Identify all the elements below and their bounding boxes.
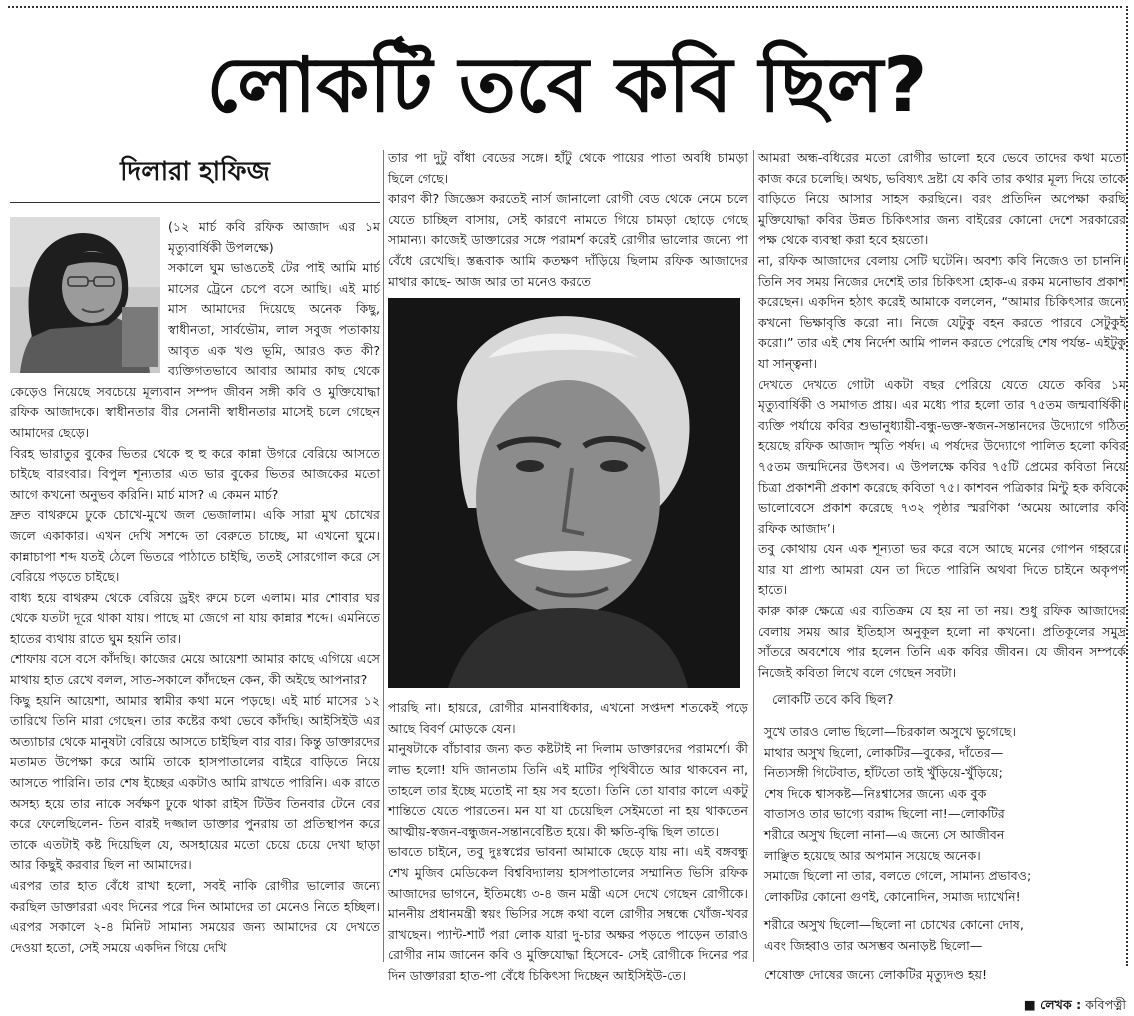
poem-line: শরীরে অসুখ ছিলো নানা—এ জন্যে সে আজীবন xyxy=(764,827,1005,842)
poem-stanza-2 xyxy=(764,915,1126,956)
article-paragraph: মানুষটাকে বাঁচাবার জন্য কত কষ্টটাই না দিলাম ডাক্তারদের পরামর্শে। কী লাভ হলো! যদি জানতাম তিনি এই মাটির পৃথিবীতে আর থাকবেন না, তাহলে তার ইচ্ছে মতোই না হয় সব হতো। তিনি তো যাবার কালে একটু শান্তিতে যেতে পারতেন। মন যা যা চেয়েছিল সেইমতো না হয় থাকতেন আত্মীয়-স্বজন-বন্ধুজন-সন্তানবেষ্টিত হয়ে। কী ক্ষতি-বৃদ্ধি ছিল তাতে। xyxy=(388,741,748,839)
poem-stanza-1 xyxy=(764,722,1126,907)
poem-line: লোকটির কোনো গুণই, কোনোদিন, সমাজ দ্যাখেনি! xyxy=(764,888,1021,904)
article-paragraph: পারছি না। হায়রে, রোগীর মানবাধিকার, এখনো সপ্তদশ শতকেই পড়ে আছে বিবর্ণ মোড়কে যেন। xyxy=(388,700,748,736)
poet-photo xyxy=(388,298,740,688)
article-paragraph: কিছু হয়নি আয়েশা, আমার স্বামীর কথা মনে পড়ছে। এই মার্চ মাসের ১২ তারিখে তিনি মারা গেছেন। তার কষ্টের কথা ভেবে কাঁদছি। আইসিইউ এর অত্যাচার থেকে মানুষটা বেরিয়ে আসতে চাইছিল বার বার। কিন্তু ডাক্তারদের মতামত উপেক্ষা করে আমি তাকে হাসপাতালের বাইরে বাড়িতে নিয়ে আসতে পারিনি। তার শেষ ইচ্ছের একটাও আমি রাখতে পারিনি। এক রাতে অসহ্য হয়ে তার নাকে সর্বক্ষণ ঢুকে থাকা রাইস টিউব তিনবার টেনে বের করে ফেলেছিলেন- তিন বারই দজ্জাল ডাক্তার পুনরায় তা প্রতিস্থাপন করে তাকে এতটাই কষ্ট দিয়েছিল যে, অসহায়ের মতো চেয়ে চেয়ে দেখা ছাড়া আর কিছুই করবার ছিল না আমাদের। xyxy=(10,692,380,873)
headline: লোকটি তবে কবি ছিল? xyxy=(206,40,928,129)
poem-line: শরীরে অসুখ ছিলো—ছিলো না চোখের কোনো দোষ, xyxy=(764,917,1024,933)
article-paragraph: শোফায় বসে বসে কাঁদছি। কাজের মেয়ে আয়েশা আমার কাছে এগিয়ে এসে মাথায় হাত রেখে বলল, সাত-সকালে কাঁদছেন কেন, কী অইছে আপনার? xyxy=(10,651,380,688)
poem-title: লোকটি তবে কবি ছিল? xyxy=(772,693,894,709)
article-paragraph: না, রফিক আজাদের বেলায় সেটি ঘটেনি। অবশ্য কবি নিজেও তা চাননি। তিনি সব সময় নিজের দেশেই তার চিকিৎসা হোক-এ রকম মনোভাব প্রকাশ করেছেন। একদিন হঠাৎ করেই আমাকে বললেন, “আমার চিকিৎসার জন্যে কখনো ভিক্ষাবৃত্তি করো না। নিজে যেটুকু বহন করতে পারবে সেটুকুই করো।” তার এই শেষ নির্দেশ আমি পালন করতে পেরেছি শেষ পর্যন্ত- এইটুকু যা সান্ত্বনা। xyxy=(758,252,1126,371)
article-paragraph: ভাবতে চাইনে, তবু দুঃস্বপ্নের ভাবনা আমাকে ছেড়ে যায় না। এই বঙ্গবন্ধু শেখ মুজিব মেডিকেল বিশ্ববিদ্যালয় হাসপাতালের সম্মানিত ভিসি রফিক আজাদের ভাগনে, ইতিমধ্যে ৩-৪ জন মন্ত্রী এসে দেখে গেছেন রোগীকে। মাননীয় প্রধানমন্ত্রী স্বয়ং ভিসির সঙ্গে কথা বলে রোগীর সম্বন্ধে খোঁজ-খবর রাখছেন। প্যান্ট-শার্ট পরা লোক যারা দু-চার অক্ষর পড়তে পাড়েন তারাও রোগীর নাম জানেন কবি ও মুক্তিযোদ্ধা হিসেবে- সেই রোগীকে দিনের পর দিন ডাক্তাররা হাত-পা বেঁধে চিকিৎসা দিচ্ছেন আইসিইউ-তে। xyxy=(388,844,748,983)
poem-line: শেষোক্ত দোষের জন্যে লোকটির মৃত্যুদণ্ড হয়! xyxy=(764,966,988,982)
article-paragraph: বাধ্য হয়ে বাথরুম থেকে বেরিয়ে ড্রইং রুমে চলে এলাম। মার শোবার ঘর থেকে যতটা দূরে থাকা যায়। পাছে মা জেগে না যায় কান্নার শব্দে। এমনিতে হাতের ব্যথায় রাতে ঘুম হয়নি তার। xyxy=(10,589,380,646)
signature-label: ■ লেখক : xyxy=(1023,997,1082,1013)
poem-line: সমাজে ছিলো না তার, বলতে গেলে, সামান্য প্রভাবও; xyxy=(764,868,1032,884)
article-paragraph: আমরা অন্ধ-বধিরের মতো রোগীর ভালো হবে ভেবে তাদের কথা মতো কাজ করে চলেছি। অথচ, ভবিষ্যৎ দ্রষ্টা যে কবি তার কথার মূল্য দিয়ে তাকে বাড়িতে নিয়ে আসার সাহস করছিনে। বরং প্রতিদিন অপেক্ষা করছি মুক্তিযোদ্ধা কবির উন্নত চিকিৎসার জন্য বাইরের কোনো দেশে সরকারের পক্ষ থেকে ব্যবস্থা করা হবে হয়তো। xyxy=(758,150,1126,248)
poem-line: সুখে তারও লোভ ছিলো—চিরকাল অসুখে ভুগেছে। xyxy=(764,724,1017,740)
article-paragraph: কারণ কী? জিজ্ঞেস করতেই নার্স জানালো রোগী বেড থেকে নেমে চলে যেতে চাচ্ছিল বাসায়, সেই কারণে নামতে গিয়ে চামড়া ছোড়ে গেছে সামান্য। কাজেই ডাক্তারের সঙ্গে পরামর্শ করেই রোগীর ভালোর জন্যে পা বেঁধে রেখেছি। স্তব্ধবাক আমি কতক্ষণ দাঁড়িয়ে ছিলাম রফিক আজাদের মাথার কাছে- আজ আর তা মনেও করতে xyxy=(388,191,748,289)
article-paragraph: এরপর তার হাত বেঁধে রাখা হলো, সবই নাকি রোগীর ভালোর জন্যে করছিল ডাক্তাররা এবং দিনের পরে দিন আমাদের তা মেনেও নিতে হচ্ছিল। এরপর সকালে ২-৪ মিনিট সামান্য সময়ের জন্য আমাদের যে দেখতে দেওয়া হতো, সেই সময়ে একদিন গিয়ে দেখি xyxy=(10,878,380,955)
signature-value: কবিপত্নী xyxy=(1085,997,1126,1013)
article-paragraph: কারু কারু ক্ষেত্রে এর ব্যতিক্রম যে হয় না তা নয়। শুধু রফিক আজাদের বেলায় সময় আর ইতিহাস অনুকূল হলো না কখনো। প্রতিকূলের সমুদ্র সাঁতরে অবশেষে পার হলেন তিনি এক কবির জীবন। যে জীবন সম্পর্কে নিজেই কবিতা লিখে বলে গেছেন সবটা। xyxy=(758,603,1126,680)
dotted-border-right xyxy=(1126,6,1128,966)
author-rule xyxy=(10,202,380,203)
poem xyxy=(758,722,1126,985)
article-column-1 xyxy=(10,148,380,970)
article-paragraph: দ্রুত বাথরুমে ঢুকে চোখে-মুখে জল ভেজালাম। একি সারা মুখ চোখের জলে একাকার। এখন দেখি সশব্দে তা বেরুতে চাচ্ছে, মা এখনো ঘুমে। কান্নাচাপা শব্দ যতই ঠেলে ভিতরে পাঠাতে চাইছি, ততই সোরগোল করে সে বেরিয়ে পড়তে চাইছে। xyxy=(10,507,380,585)
poem-line: বাতাসও তার ভাগ্যে বরাদ্দ ছিলো না!—লোকটির xyxy=(764,806,1005,822)
poem-line: শেষ দিকে শ্বাসকষ্ট—নিঃশ্বাসের জন্যে এক বুক xyxy=(764,785,987,801)
portrait-image xyxy=(10,217,160,373)
column-divider xyxy=(383,150,384,962)
author-signature xyxy=(758,995,1126,1016)
article-paragraph: দেখতে দেখতে গোটা একটা বছর পেরিয়ে যেতে যেতে কবির ১ম মৃত্যুবার্ষিকী ও সমাগত প্রায়। এর মধ্যে পার হলো তার ৭৫তম জন্মবার্ষিকী। ব্যক্তি পর্যায়ে কবির শুভানুধ্যায়ী-বন্ধু-ভক্ত-স্বজন-সন্তানদের উদ্যোগে গঠিত হয়েছে রফিক আজাদ স্মৃতি পর্ষদ। এ পর্ষদের উদ্যোগে পালিত হলো কবির ৭৫তম জন্মদিনের উৎসব। এ উপলক্ষে কবির ৭৫টি প্রেমের কবিতা নিয়ে চিত্রা প্রকাশনী প্রকাশ করেছে কবিতা ৭৫। কাশবন পত্রিকার মিন্টু হক কবিকে ভালোবেসে প্রকাশ করেছে ৭৩২ পৃষ্ঠার স্মরণিকা ‘অমেয় আলোর কবি রফিক আজাদ’। xyxy=(758,376,1126,536)
article-column-2 xyxy=(388,148,748,983)
author-portrait xyxy=(10,217,160,373)
poem-line: এবং জিহ্বাও তার অসম্ভব অনাড়ষ্ট ছিলো— xyxy=(764,937,983,953)
article-paragraph: সকালে ঘুম ভাঙতেই টের পাই আমি মার্চ মাসের ট্রেনে চেপে বসে আছি। এই মার্চ মাস আমাদের দিয়েছে অনেক কিছু, স্বাধীনতা, সার্বভৌম, লাল সবুজ পতাকায় আবৃত এক খণ্ড ভূমি, আরও কত কী? ব্যক্তিগতভাবে আবার আমার কাছ থেকে কেড়েও নিয়েছে সবচেয়ে মূল্যবান সম্পদ জীবন সঙ্গী কবি ও মুক্তিযোদ্ধা রফিক আজাদকে। স্বাধীনতার বীর সেনানী স্বাধীনতার মাসেই চলে গেছেন আমাদের ছেড়ে। xyxy=(10,260,380,440)
column-divider xyxy=(753,150,754,962)
article-column-3 xyxy=(758,148,1126,1013)
poem-line: নিত্যসঙ্গী গিটেবাত, হাঁটতো তাই খুঁড়িয়ে-খুঁড়িয়ে; xyxy=(764,765,1003,781)
poem-line: মাথার অসুখ ছিলো, লোকটির—বুকের, দাঁতের— xyxy=(764,744,1004,760)
article-paragraph: তার পা দুটু বাঁধা বেডের সঙ্গে। হাঁটু থেকে পায়ের পাতা অবধি চামড়া ছিলে গেছে। xyxy=(388,150,748,186)
article-caption: (১২ মার্চ কবি রফিক আজাদ এর ১ম মৃত্যুবার্ষিকী উপলক্ষে) xyxy=(168,219,380,255)
poem-stanza-3 xyxy=(764,965,1126,986)
dotted-border-top xyxy=(8,6,1122,8)
article-paragraph: তবু কোথায় যেন এক শূন্যতা ভর করে বসে আছে মনের গোপন গহ্বরে। যার যা প্রাপ্য আমরা যেন তা দিতে পারিনি অথবা দিতে চাইনে অকৃপণ হাতে। xyxy=(758,541,1126,598)
poem-line: লাঞ্ছিত হয়েছে আর অপমান সয়েছে অনেক। xyxy=(764,847,981,863)
author-name: দিলারা হাফিজ xyxy=(120,157,270,187)
poet-portrait-image xyxy=(388,298,740,688)
article-paragraph: বিরহ ভারাতুর বুকের ভিতর থেকে হু হু করে কান্না উগরে বেরিয়ে আসতে চাইছে বারংবার। বিপুল শূন্যতার এত ভার বুকের ভিতর আজকের মতো আগে কখনো অনুভব করিনি। মার্চ মাস? এ কেমন মার্চ? xyxy=(10,445,380,502)
